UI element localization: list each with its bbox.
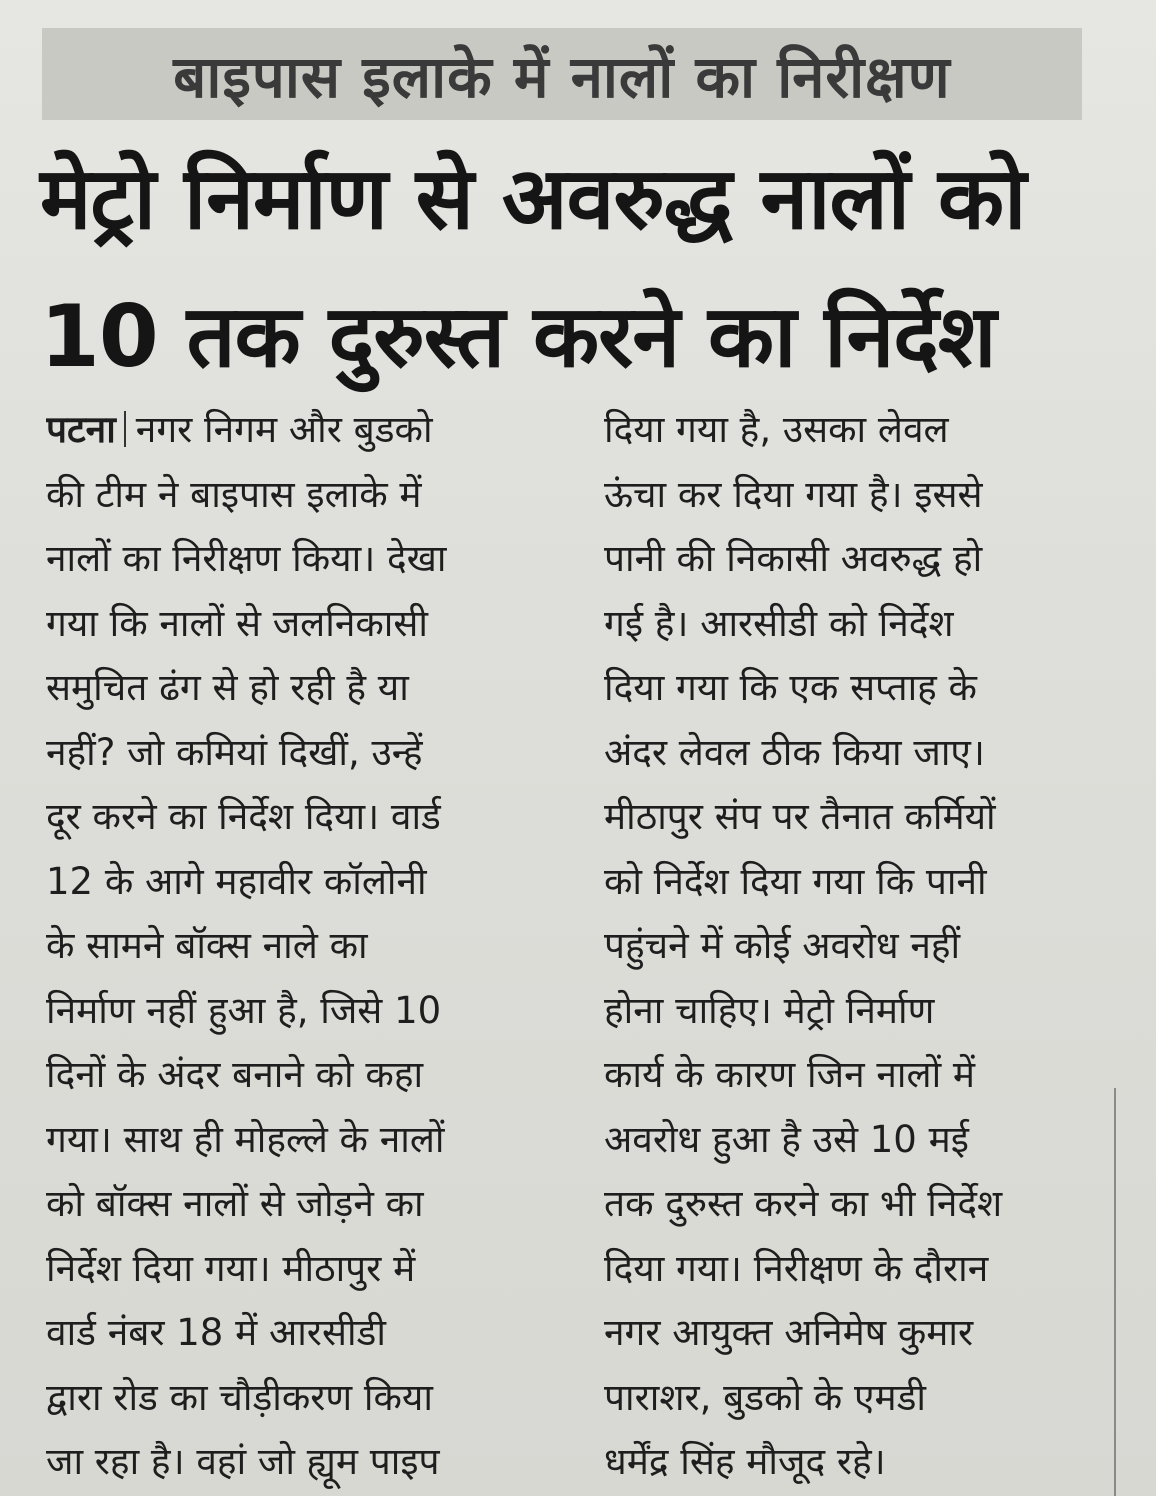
article-line: वार्ड नंबर 18 में आरसीडी — [46, 1311, 386, 1354]
dateline-separator — [124, 411, 126, 447]
article-line: समुचित ढंग से हो रही है या — [46, 666, 409, 709]
article-line: को निर्देश दिया गया कि पानी — [604, 859, 987, 903]
article-line: अंदर लेवल ठीक किया जाए। — [604, 730, 985, 774]
article-line: 12 के आगे महावीर कॉलोनी — [46, 859, 427, 903]
article-line: निर्देश दिया गया। मीठापुर में — [46, 1246, 416, 1290]
article-line: नहीं? जो कमियां दिखीं, उन्हें — [46, 730, 423, 774]
headline — [40, 130, 1120, 406]
dateline: पटना — [46, 408, 116, 451]
article-column-left — [46, 398, 556, 1495]
headline-line-1: मेट्रो निर्माण से अवरुद्ध नालों को — [40, 149, 1026, 249]
article-line: ऊंचा कर दिया गया है। इससे — [604, 472, 983, 516]
article-line: की टीम ने बाइपास इलाके में — [46, 472, 422, 516]
kicker-text: बाइपास इलाके में नालों का निरीक्षण — [173, 42, 951, 111]
article-line: मीठापुर संप पर तैनात कर्मियों — [604, 795, 996, 838]
article-line: गई है। आरसीडी को निर्देश — [604, 601, 954, 645]
article-line: निर्माण नहीं हुआ है, जिसे 10 — [46, 988, 442, 1032]
article-line: द्वारा रोड का चौड़ीकरण किया — [46, 1375, 433, 1419]
article-line: दिया गया। निरीक्षण के दौरान — [604, 1246, 989, 1290]
column-rule — [1114, 1088, 1116, 1496]
article-line — [46, 398, 556, 463]
article-line: जा रहा है। वहां जो ह्यूम पाइप — [46, 1440, 440, 1483]
article-line: धर्मेंद्र सिंह मौजूद रहे। — [604, 1440, 886, 1483]
article-line: कार्य के कारण जिन नालों में — [604, 1053, 976, 1096]
article-line: दूर करने का निर्देश दिया। वार्ड — [46, 795, 441, 838]
article-line: होना चाहिए। मेट्रो निर्माण — [604, 988, 935, 1032]
article-line-text: नगर निगम और बुडको — [135, 408, 433, 451]
article-line: के सामने बॉक्स नाले का — [46, 924, 368, 967]
article-line: पाराशर, बुडको के एमडी — [604, 1375, 926, 1419]
article-line: अवरोध हुआ है उसे 10 मई — [604, 1117, 969, 1161]
article-line: तक दुरुस्त करने का भी निर्देश — [604, 1182, 1003, 1225]
article-line: नगर आयुक्त अनिमेष कुमार — [604, 1311, 974, 1354]
article-line: पहुंचने में कोई अवरोध नहीं — [604, 924, 961, 967]
article-line: दिनों के अंदर बनाने को कहा — [46, 1053, 424, 1096]
article-column-right — [604, 398, 1114, 1495]
article-line: दिया गया कि एक सप्ताह के — [604, 666, 977, 709]
article-body — [46, 398, 1126, 1488]
article-line: नालों का निरीक्षण किया। देखा — [46, 537, 447, 580]
kicker-banner — [42, 28, 1082, 120]
article-line: पानी की निकासी अवरुद्ध हो — [604, 537, 983, 580]
article-line: गया कि नालों से जलनिकासी — [46, 601, 428, 645]
headline-line-2: 10 तक दुरुस्त करने का निर्देश — [40, 287, 996, 387]
article-line: गया। साथ ही मोहल्ले के नालों — [46, 1117, 445, 1161]
article-line: दिया गया है, उसका लेवल — [604, 408, 949, 451]
article-line: को बॉक्स नालों से जोड़ने का — [46, 1182, 424, 1225]
